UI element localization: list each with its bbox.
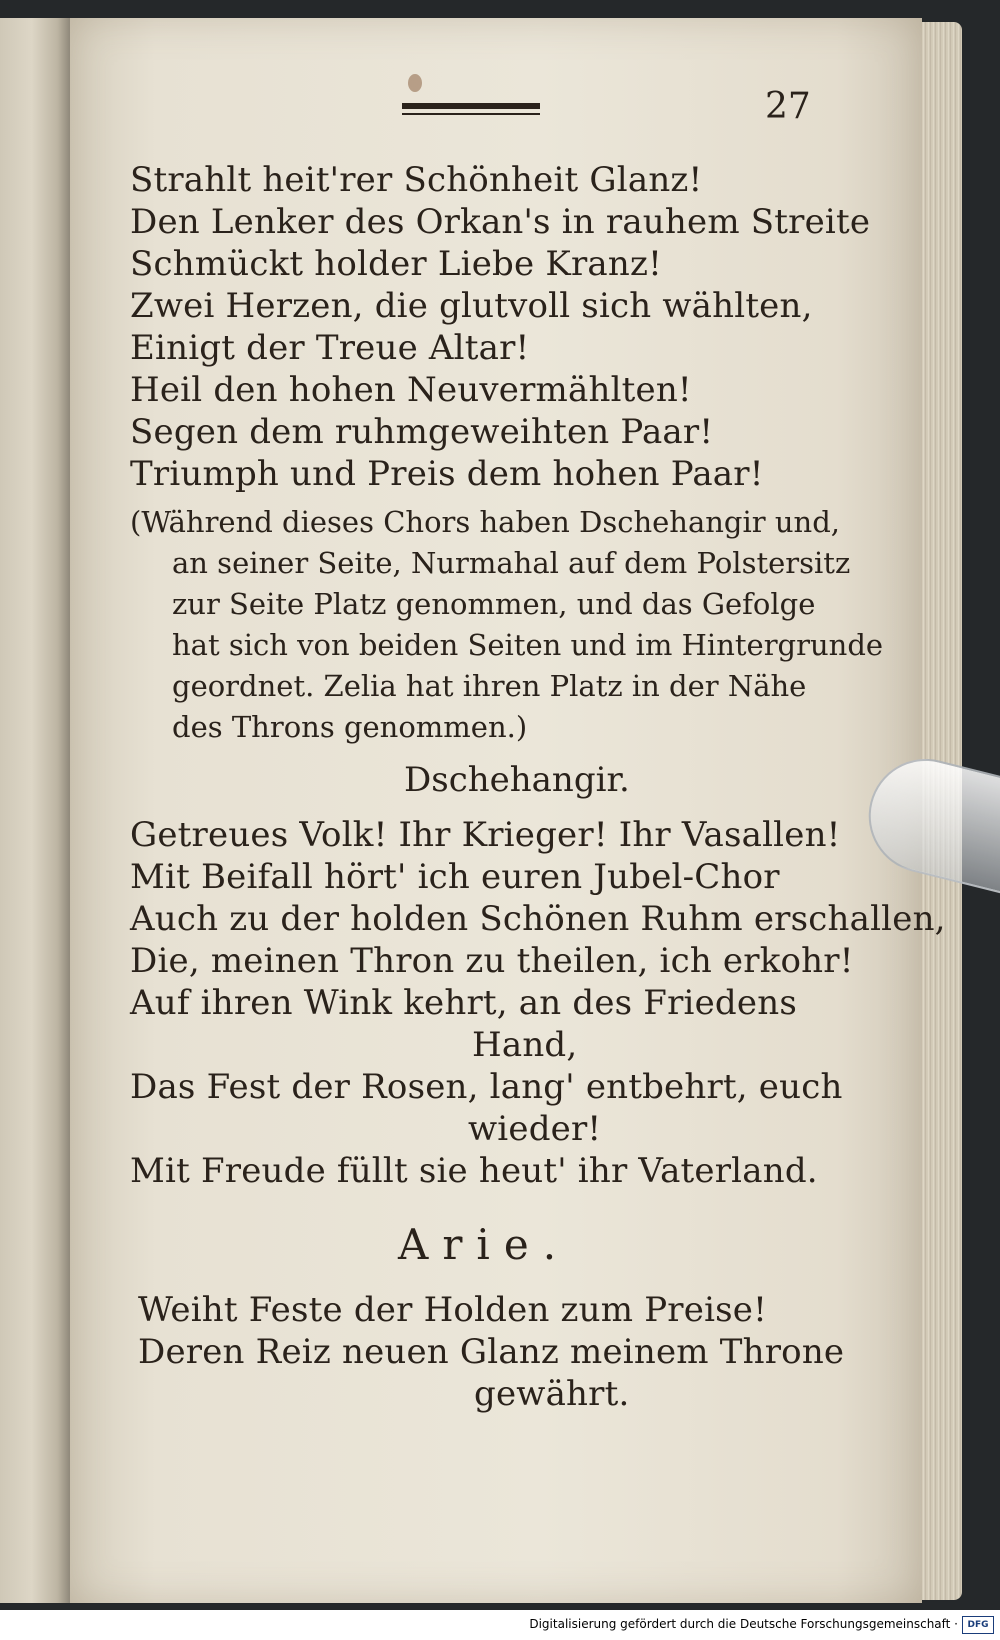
speech-line: Mit Beifall hört' ich euren Jubel-Chor	[130, 857, 780, 897]
stage-direction-line: zur Seite Platz genommen, und das Gefolge	[172, 587, 816, 621]
chorus-line: Den Lenker des Orkan's in rauhem Streite	[130, 202, 871, 242]
funding-credit: Digitalisierung gefördert durch die Deutsche Forschungsgemeinschaft ·	[529, 1617, 958, 1631]
left-page-edge	[0, 18, 70, 1603]
chorus-line: Triumph und Preis dem hohen Paar!	[130, 454, 764, 494]
speech-line: Getreues Volk! Ihr Krieger! Ihr Vasallen!	[130, 815, 841, 855]
header-rule	[402, 103, 540, 115]
stage-direction-line: an seiner Seite, Nurmahal auf dem Polstersitz	[172, 546, 851, 580]
footer-bar	[0, 1610, 1000, 1640]
speech-line: Auch zu der holden Schönen Ruhm erschallen,	[130, 899, 946, 939]
chorus-line: Heil den hohen Neuvermählten!	[130, 370, 692, 410]
stage-direction-line: hat sich von beiden Seiten und im Hintergrunde	[172, 628, 884, 662]
stage-direction-line: geordnet. Zelia hat ihren Platz in der Nähe	[172, 669, 807, 703]
speech-line-continuation: Hand,	[472, 1025, 578, 1065]
stage-direction-line: des Throns genommen.)	[172, 710, 528, 744]
speech-line: Das Fest der Rosen, lang' entbehrt, euch	[130, 1067, 843, 1107]
chorus-line: Einigt der Treue Altar!	[130, 328, 530, 368]
speaker-name: Dschehangir.	[404, 760, 630, 800]
aria-line: Weiht Feste der Holden zum Preise!	[138, 1290, 767, 1330]
chorus-line: Zwei Herzen, die glutvoll sich wählten,	[130, 286, 813, 326]
aria-line-continuation: gewährt.	[474, 1374, 630, 1414]
chorus-line: Schmückt holder Liebe Kranz!	[130, 244, 662, 284]
speech-line: Mit Freude füllt sie heut' ihr Vaterland.	[130, 1151, 818, 1191]
dfg-logo-icon: DFG	[962, 1616, 994, 1634]
aria-heading: Arie.	[398, 1220, 571, 1269]
chorus-line: Strahlt heit'rer Schönheit Glanz!	[130, 160, 703, 200]
stage-direction-line: (Während dieses Chors haben Dschehangir und,	[130, 505, 840, 539]
chorus-line: Segen dem ruhmgeweihten Paar!	[130, 412, 714, 452]
page-number: 27	[765, 86, 811, 127]
speech-line: Die, meinen Thron zu theilen, ich erkohr!	[130, 941, 854, 981]
speech-line: Auf ihren Wink kehrt, an des Friedens	[130, 983, 797, 1023]
stain-spot	[408, 74, 422, 92]
aria-line: Deren Reiz neuen Glanz meinem Throne	[138, 1332, 845, 1372]
speech-line-continuation: wieder!	[468, 1109, 602, 1149]
